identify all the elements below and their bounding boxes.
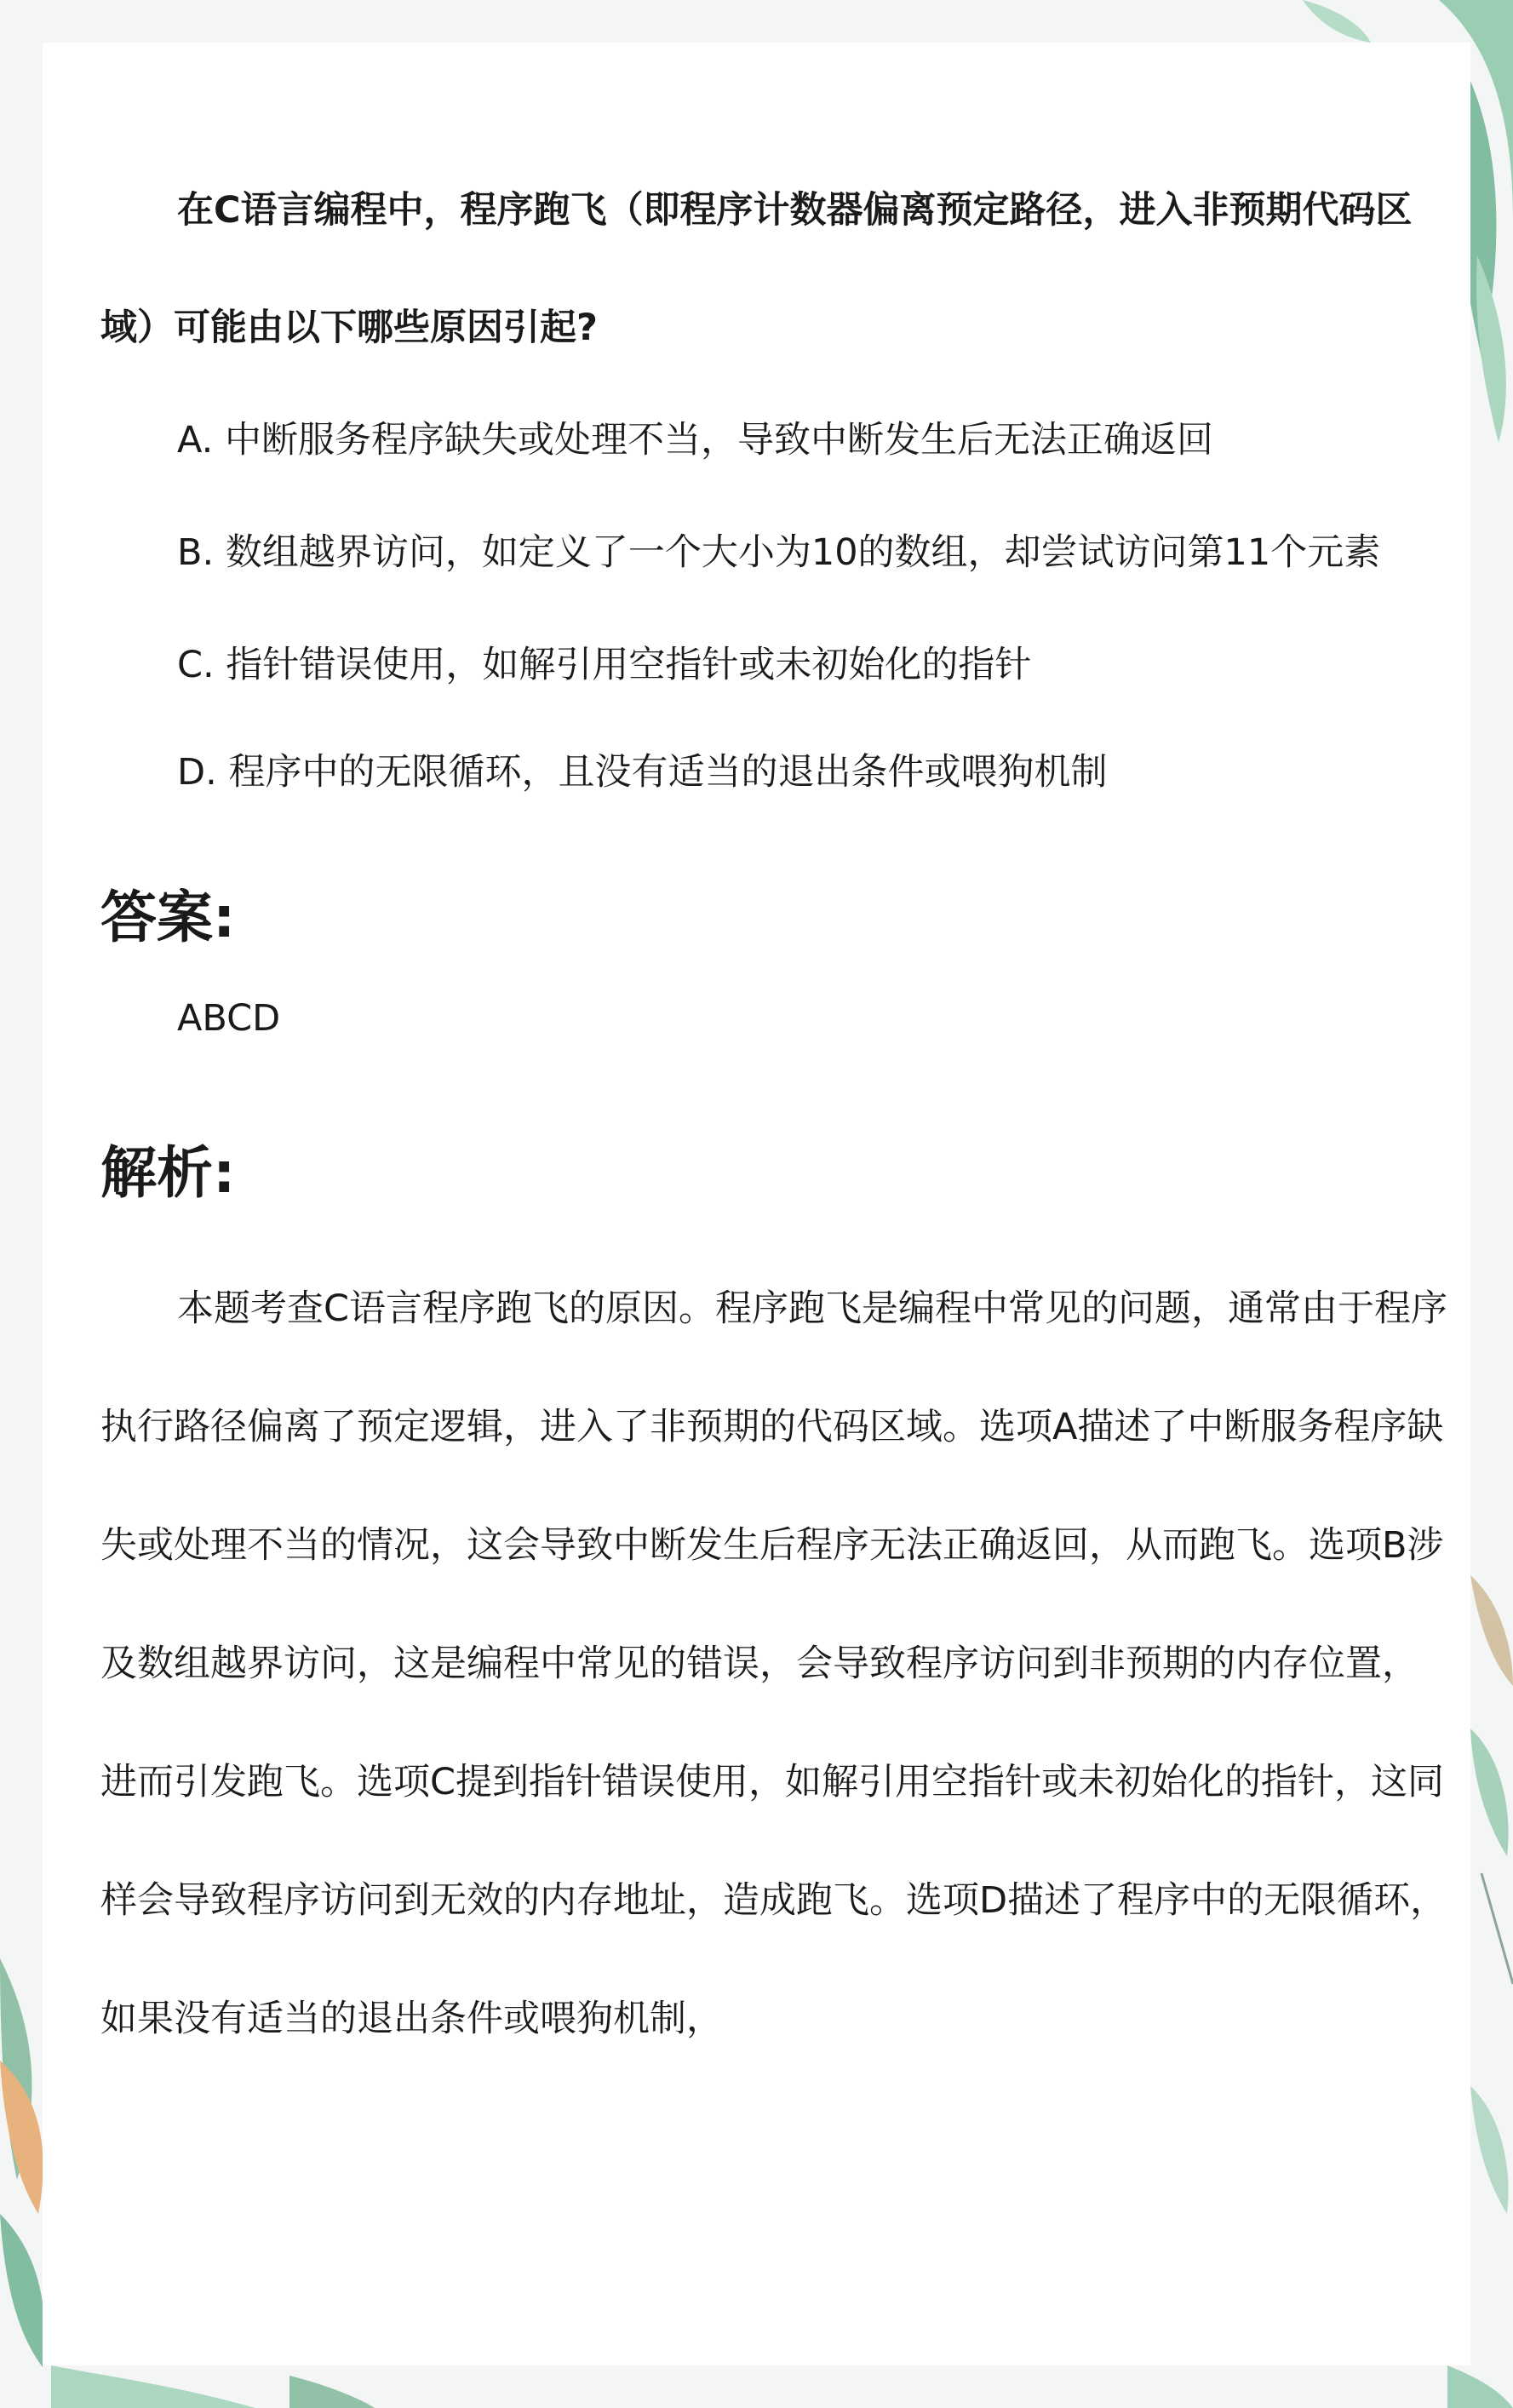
option-d: D. 程序中的无限循环，且没有适当的退出条件或喂狗机制	[177, 751, 1108, 794]
option-a: A. 中断服务程序缺失或处理不当，导致中断发生后无法正确返回	[177, 419, 1213, 462]
answer-value: ABCD	[177, 997, 281, 1040]
option-b: B. 数组越界访问，如定义了一个大小为10的数组，却尝试访问第11个元素	[177, 531, 1381, 574]
paper-card	[43, 43, 1470, 2365]
document-content	[100, 43, 1448, 2078]
right-side-leaves-icon	[1470, 1575, 1513, 2214]
option-c: C. 指针错误使用，如解引用空指针或未初始化的指针	[177, 644, 1032, 686]
analysis-heading: 解析:	[100, 1140, 236, 1206]
analysis-text: 本题考查C语言程序跑飞的原因。程序跑飞是编程中常见的问题，通常由于程序执行路径偏离了预定逻辑，进入了非预期的代码区域。选项A描述了中断服务程序缺失或处理不当的情况，这会导致中断发生后程序无法正确返回，从而跑飞。选项B涉及数组越界访问，这是编程中常见的错误，会导致程序访问到非预期的内存位置，进而引发跑飞。选项C提到指针错误使用，如解引用空指针或未初始化的指针，这同样会导致程序访问到无效的内存地址，造成跑飞。选项D描述了程序中的无限循环，如果没有适当的退出条件或喂狗机制，	[100, 1287, 1448, 2040]
bottom-right-leaves-icon	[1447, 2365, 1513, 2408]
answer-heading: 答案:	[100, 885, 236, 950]
question-text: 在C语言编程中，程序跑飞（即程序计数器偏离预定路径，进入非预期代码区域）可能由以下哪些原因引起?	[100, 189, 1413, 349]
